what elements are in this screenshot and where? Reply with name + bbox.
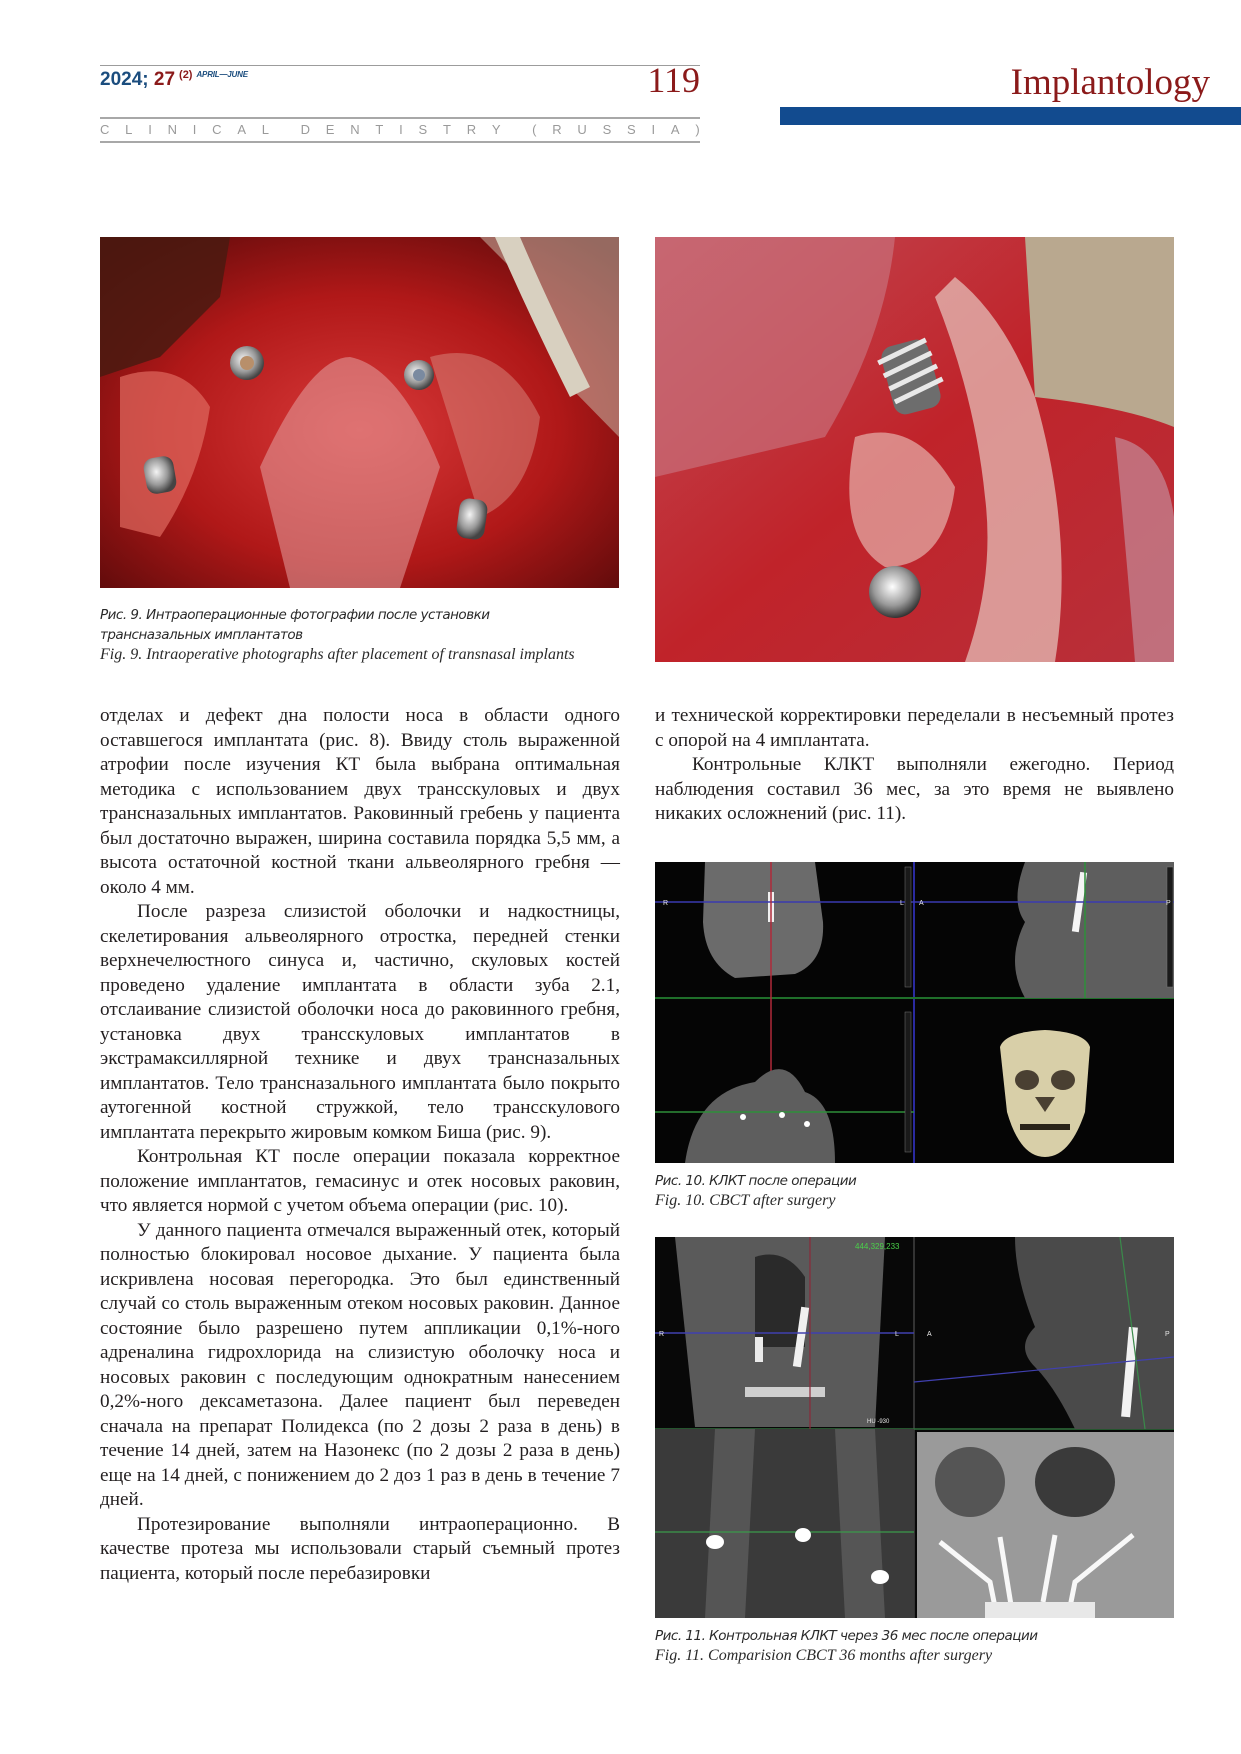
journal-letter: L bbox=[261, 122, 270, 137]
journal-letter: C bbox=[100, 122, 110, 137]
fig9-caption-en: Fig. 9. Intraoperative photographs after placement of transnasal implants bbox=[100, 646, 575, 663]
journal-letter: D bbox=[300, 122, 310, 137]
fig10-label-a: A bbox=[919, 900, 924, 907]
journal-letter: R bbox=[466, 122, 477, 137]
journal-letter: I bbox=[148, 122, 152, 137]
journal-letter: N bbox=[167, 122, 177, 137]
journal-letter: T bbox=[375, 122, 384, 137]
journal-letter: U bbox=[577, 122, 587, 137]
fig11-label-l: L bbox=[895, 1331, 899, 1338]
fig11-hu: HU -930 bbox=[867, 1419, 890, 1425]
fig10-label-l: L bbox=[900, 900, 904, 907]
page-number: 119 bbox=[647, 60, 700, 100]
fig9-photo-left bbox=[100, 237, 619, 588]
fig11-cbct-image bbox=[655, 1237, 1174, 1618]
journal-letter: S bbox=[602, 122, 612, 137]
issue-year: 2024; bbox=[100, 69, 149, 90]
right-column-text bbox=[655, 704, 1174, 827]
paragraph: отделах и дефект дна полости носа в области одного оставшегося имплантата (рис. 8). Ввиду столь выраженной атрофии после изучения КТ была выбрана оптимальная методика с использованием двух трансскуловых и двух трансназальных имплантатов. Раковинный гребень у пациента был достаточно выражен, ширина составила порядка 5,5 мм, а высота остаточной костной ткани альвеолярного гребня — около 4 мм. bbox=[100, 705, 620, 898]
issue-info bbox=[100, 69, 248, 91]
fig11-caption-ru: Рис. 11. Контрольная КЛКТ через 36 мес после операции bbox=[655, 1628, 1038, 1644]
journal-letter: N bbox=[350, 122, 360, 137]
paragraph: Контрольная КТ после операции показала корректное положение имплантатов, гемасинус и отек носовых раковин, что является нормой с учетом объема операции (рис. 10). bbox=[100, 1146, 620, 1216]
journal-letter: ( bbox=[532, 122, 537, 137]
paragraph: Протезирование выполняли интраоперационно. В качестве протеза мы использовали старый съемный протез пациента, который после перебазировки bbox=[100, 1513, 620, 1584]
fig11-caption-en: Fig. 11. Comparision CBCT 36 months after surgery bbox=[655, 1647, 993, 1664]
journal-letter: E bbox=[325, 122, 335, 137]
journal-letter: I bbox=[399, 122, 403, 137]
paragraph: Контрольные КЛКТ выполняли ежегодно. Период наблюдения составил 36 мес, за это время не выявлено никаких осложнений (рис. 11). bbox=[655, 754, 1174, 824]
fig9-caption-ru-line2: трансназальных имплантатов bbox=[100, 627, 303, 643]
fig9-photo-right bbox=[655, 237, 1174, 662]
fig11-label-r: R bbox=[659, 1331, 665, 1338]
fig10-label-p: P bbox=[1166, 900, 1171, 907]
fig10-caption-en: Fig. 10. CBCT after surgery bbox=[655, 1192, 836, 1209]
fig10-caption-ru: Рис. 10. КЛКТ после операции bbox=[655, 1173, 857, 1189]
fig11-label-a: A bbox=[927, 1331, 932, 1338]
paragraph: После разреза слизистой оболочки и надкостницы, скелетирования альвеолярного отростка, передней стенки верхнечелюстного синуса и, частично, скуловых костей проведено удаление имплантата в области зуба 2.1, отслаивание слизистой оболочки носа до раковинного гребня, установка двух трансскуловых имплантатов в экстрамаксиллярной технике и двух трансназальных имплантатов. Тело трансназального имплантата было покрыто аутогенной костной стружкой, тело трансскулового имплантата перекрыто жировым комком Биша (рис. 9). bbox=[100, 901, 620, 1143]
journal-letter: I bbox=[192, 122, 197, 137]
journal-letter: A bbox=[237, 122, 247, 137]
issue-months: APRIL—JUNE bbox=[196, 70, 248, 79]
journal-letter: C bbox=[212, 122, 222, 137]
issue-number: (2) bbox=[179, 69, 193, 81]
journal-letter: I bbox=[651, 122, 656, 137]
fig9-caption-ru-line1: Рис. 9. Интраоперационные фотографии после установки bbox=[100, 607, 490, 623]
paragraph: и технической корректировки переделали в несъемный протез с опорой на 4 имплантата. bbox=[655, 705, 1174, 751]
journal-letter: ) bbox=[695, 122, 700, 137]
section-title: Implantology bbox=[1010, 62, 1210, 103]
section-bar bbox=[780, 107, 1241, 125]
journal-letter: S bbox=[418, 122, 428, 137]
fig9-caption-ru bbox=[100, 605, 630, 645]
journal-letter: Y bbox=[491, 122, 501, 137]
issue-volume: 27 bbox=[153, 69, 176, 90]
fig11-label-p: P bbox=[1165, 1331, 1170, 1338]
fig11-coords: 444,329,233 bbox=[855, 1242, 900, 1251]
journal-letter: R bbox=[552, 122, 562, 137]
fig10-cbct-image bbox=[655, 862, 1174, 1163]
left-column-text bbox=[100, 704, 620, 1586]
paragraph: У данного пациента отмечался выраженный отек, который полностью блокировал носовое дыхание. У пациента была искривлена носовая перегородка. Это был единственный случай со столь выраженным отеком носовых раковин. Данное состояние было разрешено путем аппликации 0,1%-ного адреналина гидрохлорида на слизистую оболочку носа и носовых раковин с последующим однократным нанесением 0,2%-ного дексаметазона. Далее пациент был переведен сначала на препарат Полидекса (по 2 дозы 2 раза в день) в течение 14 дней, затем на Назонекс (по 2 дозы 2 раза в день) еще на 14 дней, с понижением до 2 доз 1 раз в день в течение 7 дней. bbox=[100, 1219, 620, 1510]
fig10-label-r: R bbox=[663, 900, 669, 907]
journal-letter: T bbox=[442, 122, 451, 137]
header-bottom-rule bbox=[100, 141, 700, 143]
header-middle-rule bbox=[100, 117, 700, 119]
journal-letter: A bbox=[670, 122, 680, 137]
journal-name bbox=[100, 123, 700, 136]
journal-letter: S bbox=[627, 122, 636, 137]
journal-letter: L bbox=[125, 122, 133, 137]
